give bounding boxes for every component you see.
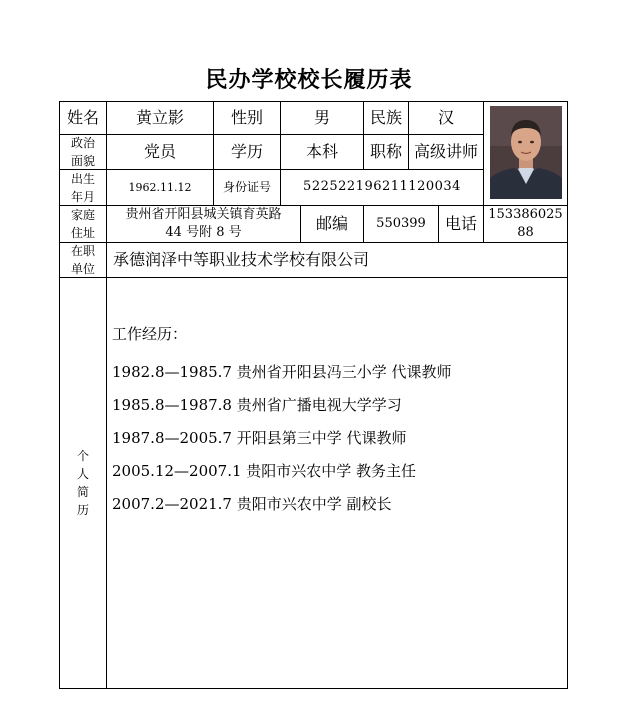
work-unit-label-line2: 单位 [70,262,95,276]
ethnicity-label: 民族 [363,101,409,135]
political-label [59,134,107,170]
phone-line2: 88 [517,225,534,240]
political-label-line2: 面貌 [70,154,95,168]
title-value: 高级讲师 [408,134,484,170]
portrait-photo [490,106,562,199]
address-value [106,205,301,243]
zip-label: 邮编 [300,205,364,243]
address-line2: 44 号附 8 号 [165,225,242,240]
resume-entry: 1985.8—1987.8 贵州省广播电视大学学习 [112,396,402,414]
ethnicity-value: 汉 [408,101,484,135]
page-title: 民办学校校长履历表 [205,67,413,93]
id-value: 522522196211120034 [280,169,484,206]
political-label-line1: 政治 [70,136,95,150]
gender-value: 男 [280,101,364,135]
resume-text [112,323,452,526]
address-label [59,205,107,243]
phone-line1: 153386025 [488,207,563,222]
phone-value [483,205,568,243]
resume-label [59,277,107,689]
birth-label-line1: 出生 [70,171,95,186]
political-value: 党员 [106,134,214,170]
birth-label-line2: 年月 [70,189,95,204]
resume-entry: 1987.8—2005.7 开阳县第三中学 代课教师 [112,429,407,447]
id-label: 身份证号 [213,169,281,206]
work-unit-label-line1: 在职 [70,244,95,258]
resume-label-char: 简 [76,485,89,499]
title-label: 职称 [363,134,409,170]
phone-label: 电话 [438,205,484,243]
resume-label-char: 历 [76,503,89,517]
zip-value: 550399 [363,205,439,243]
name-value: 黄立影 [106,101,214,135]
birth-label [59,169,107,206]
work-unit-value: 承德润泽中等职业技术学校有限公司 [106,242,568,278]
education-label: 学历 [213,134,281,170]
resume-label-char: 人 [76,467,89,481]
resume-entry: 2005.12—2007.1 贵阳市兴农中学 教务主任 [112,462,417,480]
address-label-line2: 住址 [70,226,95,240]
birth-value: 1962.11.12 [106,169,214,206]
name-label: 姓名 [59,101,107,135]
education-value: 本科 [280,134,364,170]
address-label-line1: 家庭 [70,208,95,222]
gender-label: 性别 [213,101,281,135]
resume-heading: 工作经历： [112,325,188,343]
address-line1: 贵州省开阳县城关镇育英路 [125,207,282,222]
resume-entry: 1982.8—1985.7 贵州省开阳县冯三小学 代课教师 [112,363,452,381]
resume-label-char: 个 [76,449,89,463]
resume-entry: 2007.2—2021.7 贵阳市兴农中学 副校长 [112,495,392,513]
work-unit-label [59,242,107,278]
